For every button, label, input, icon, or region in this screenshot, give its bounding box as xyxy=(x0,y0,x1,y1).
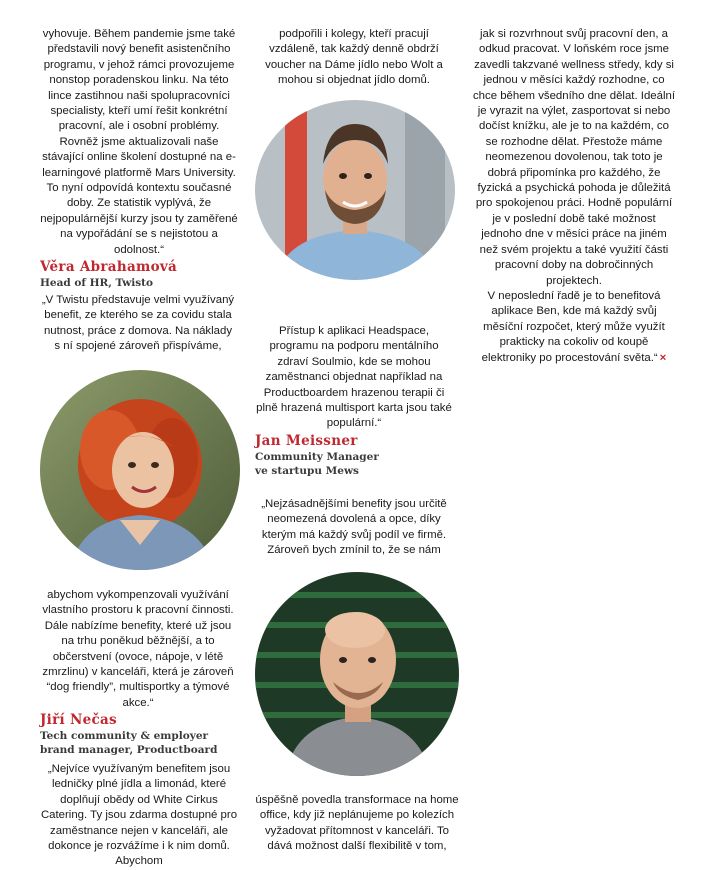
left-column-quote-2 xyxy=(40,762,238,870)
author-name: Věra Abrahamová xyxy=(40,259,178,275)
author-name: Jan Meissner xyxy=(255,433,358,449)
author-role: Community Manager ve startupu Mews xyxy=(255,451,379,477)
left-column-quote-1-cont xyxy=(40,588,236,711)
article-text-block: „V Twistu představuje velmi využívaný benefit, ze kterého se za covidu stala nutnost, práce z domova. Na náklady s ní spojené zároveň přispíváme, xyxy=(41,294,235,353)
middle-column-top xyxy=(255,27,453,89)
article-text-block: úspěšně povedla transformace na home office, kdy již neplánujeme po kolezích vyžadovat přítomnost v kanceláři. To dává možnost další flexibilitě v tom, xyxy=(255,794,459,853)
article-text-block: abychom vykompenzovali využívání vlastního prostoru k pracovní činnosti. Dále nabízíme benefity, které už jsou na trhu poněkud běžnější, a to občerstvení (ovoce, nápoje, v létě zmrzlinu) v kanceláři, která je zároveň “dog friendly”, multisportky a týmové akce.“ xyxy=(42,589,234,709)
portrait-photo-vera xyxy=(40,370,240,570)
article-text-block-end xyxy=(472,289,676,366)
middle-column-quote-2-cont xyxy=(255,793,459,855)
article-text-block: vyhovuje. Během pandemie jsme také představili nový benefit asistenčního programu, v jehož rámci provozujeme nonstop poradenskou linku. Na této lince zastihnou naši spolupracovníci specialisty, kteří umí řešit konkrétní pracovní, ale i osobní problémy. Rovněž jsme aktualizovali naše stávající online školení dostupné na e-learningové platformě Mars University. To nyní odpovídá kontextu současné doby. Ze statistik vyplývá, že nejpopulárnější kurzy jsou ty zaměřené na vypořádání se s nejistotou a odolnost.“ xyxy=(40,28,238,256)
author-heading-jan xyxy=(255,433,395,478)
left-column-quote-1 xyxy=(40,293,236,355)
end-mark-icon: × xyxy=(659,351,667,364)
portrait-man-bald-icon xyxy=(255,572,459,776)
article-text-block: podpořili i kolegy, kteří pracují vzdáleně, tak každý denně obdrží voucher na Dáme jídlo nebo Wolt a mohou si objednat jídlo domů. xyxy=(265,28,443,87)
portrait-photo-jiri xyxy=(255,100,455,280)
article-text-block: jak si rozvrhnout svůj pracovní den, a odkud pracovat. V loňském roce jsme zavedli takzvané wellness středy, kdy si jednou v měsíci každý rozhodne, co chce během všedního dne dělat. Ideální je vyrazit na výlet, zasportovat si nebo dočíst knížku, ale je to na každém, co se rozhodne dělat. Přestože máme neomezenou dovolenou, tak toto je dobrá připomínka pro každého, že fyzická a psychická pohoda je důležitá pro spokojenou práci. Hodně populární je v poslední době také možnost jednoho dne v měsíci práce na jiném než svém projektu a také využití části pracovní doby na dobročinných projektech. xyxy=(472,28,675,287)
left-column-top xyxy=(40,27,238,258)
author-heading-vera xyxy=(40,259,240,290)
author-heading-jiri xyxy=(40,712,245,757)
article-text-block: V neposlední řadě je to benefitová aplikace Ben, kde má každý svůj měsíční rozpočet, který může využít prakticky na cokoliv od koupě elektroniky po procestování světa.“ xyxy=(481,289,665,364)
portrait-man-beard-icon xyxy=(255,100,455,280)
middle-column-quote-2 xyxy=(255,497,453,559)
article-text-block: „Nejvíce využívaným benefitem jsou ledničky plné jídla a limonád, které doplňují obědy od White Cirkus Catering. Ty jsou zdarma dostupné pro zaměstnance nejen v kanceláři, ale dokonce je rozvážíme i k nim domů. Abychom xyxy=(40,763,238,868)
article-text-block: „Nejzásadnějšími benefity jsou určitě neomezená dovolená a opce, díky kterým má každý svůj podíl ve firmě. Zároveň bych zmínil to, že se nám xyxy=(261,498,447,557)
right-column xyxy=(472,27,676,366)
portrait-photo-jan xyxy=(255,572,459,776)
article-text-block: Přístup k aplikaci Headspace, programu na podporu mentálního zdraví Soulmio, kde se mohou zaměstnanci objednat například na Productboardem hrazenou terapii či plně hrazená multisport karta jsou také populární.“ xyxy=(256,325,452,430)
author-name: Jiří Nečas xyxy=(40,712,117,728)
author-role: Head of HR, Twisto xyxy=(40,277,153,289)
middle-column-quote-1-cont xyxy=(255,324,453,432)
portrait-woman-red-hair-icon xyxy=(40,370,240,570)
author-role: Tech community & employer brand manager, Productboard xyxy=(40,730,218,756)
